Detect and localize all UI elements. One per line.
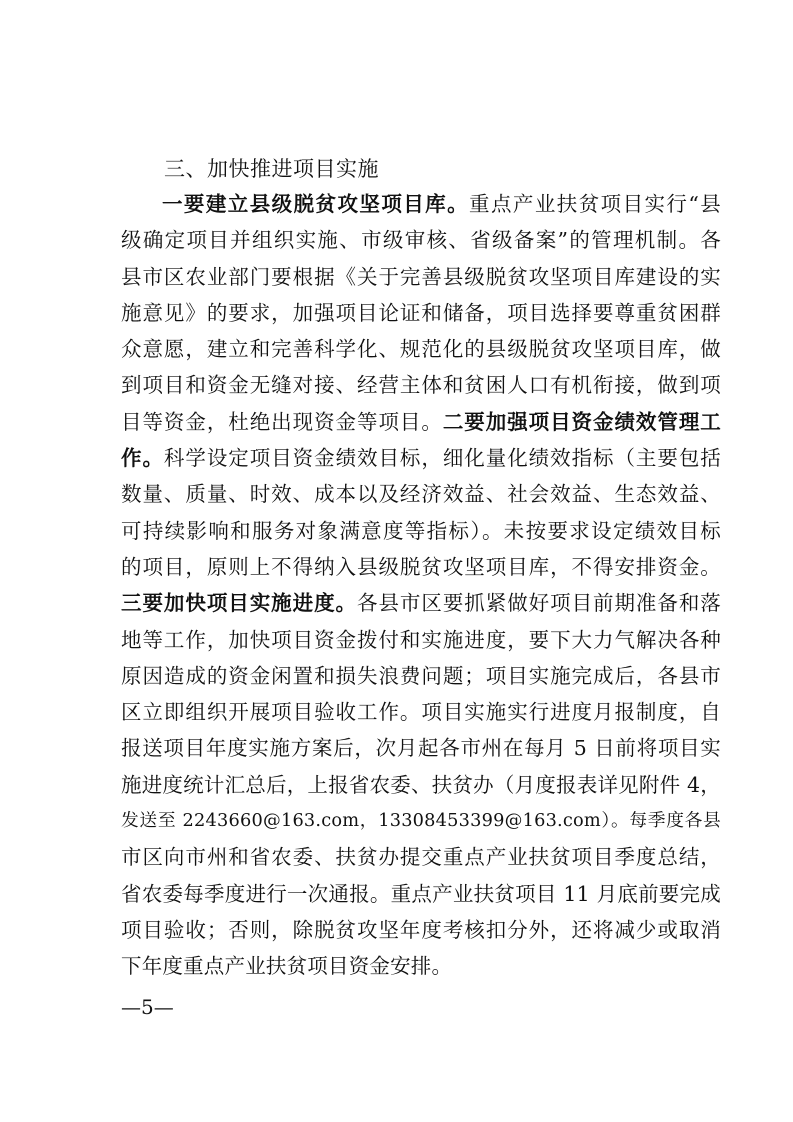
- text-line: [121, 476, 721, 512]
- text-line: [121, 404, 721, 440]
- line-text: 目等资金，杜绝出现资金等项目。: [121, 409, 443, 434]
- line-text: 各县市区要抓紧做好项目前期准备和落: [357, 591, 721, 616]
- text-line: [121, 658, 721, 694]
- line-text: 数量、质量、时效、成本以及经济效益、社会效益、生态效益、: [121, 482, 721, 507]
- bold-lead: 作。: [121, 446, 164, 471]
- section-heading: 三、加快推进项目实施: [164, 157, 379, 181]
- bold-lead: 三要加快项目实施进度。: [121, 591, 358, 616]
- text-line: [121, 186, 721, 222]
- text-line: [121, 295, 721, 331]
- text-line: [121, 549, 721, 585]
- text-line: [121, 767, 721, 803]
- body-paragraph: [121, 186, 721, 985]
- line-text: 县市区农业部门要根据《关于完善县级脱贫攻坚项目库建设的实: [121, 264, 721, 289]
- text-line: [121, 876, 721, 912]
- line-text: 发送至 2243660@163.com，13308453399@163.com）。每季度各县: [121, 811, 721, 832]
- line-text: 的项目，原则上不得纳入县级脱贫攻坚项目库，不得安排资金。: [121, 554, 721, 579]
- line-text: 区立即组织开展项目验收工作。项目实施实行进度月报制度，自: [121, 700, 721, 725]
- line-text: 施意见》的要求，加强项目论证和储备，项目选择要尊重贫困群: [121, 300, 721, 325]
- text-line: [121, 912, 721, 948]
- text-line: [121, 585, 721, 621]
- line-text: 施进度统计汇总后，上报省农委、扶贫办（月度报表详见附件 4，: [121, 772, 721, 797]
- text-line: [121, 440, 721, 476]
- line-text: 项目验收；否则，除脱贫攻坚年度考核扣分外，还将减少或取消: [121, 917, 721, 942]
- text-line: [121, 367, 721, 403]
- line-text: 下年度重点产业扶贫项目资金安排。: [121, 954, 453, 979]
- text-line: [121, 513, 721, 549]
- line-text: 可持续影响和服务对象满意度等指标）。未按要求设定绩效目标: [121, 518, 721, 543]
- text-line: [121, 730, 721, 766]
- text-line: [121, 259, 721, 295]
- text-line: [121, 839, 721, 875]
- text-line: [121, 948, 721, 984]
- line-text: 地等工作，加快项目资金拨付和实施进度，要下大力气解决各种: [121, 627, 721, 652]
- text-line: [121, 331, 721, 367]
- line-text: 到项目和资金无缝对接、经营主体和贫困人口有机衔接，做到项: [121, 373, 721, 398]
- line-text: 报送项目年度实施方案后，次月起各市州在每月 5 日前将项目实: [121, 736, 721, 761]
- bold-lead: 一要建立县级脱贫攻坚项目库。: [162, 192, 470, 216]
- text-line: [121, 694, 721, 730]
- bold-lead: 二要加强项目资金绩效管理工: [442, 409, 721, 434]
- line-text: 重点产业扶贫项目实行“县: [469, 192, 721, 216]
- line-text: 市区向市州和省农委、扶贫办提交重点产业扶贫项目季度总结，: [121, 845, 721, 870]
- line-text: 级确定项目并组织实施、市级审核、省级备案”的管理机制。各: [121, 228, 721, 253]
- line-text: 科学设定项目资金绩效目标，细化量化绩效指标（主要包括: [163, 446, 722, 471]
- text-line: [121, 803, 721, 839]
- line-text: 原因造成的资金闲置和损失浪费问题；项目实施完成后，各县市: [121, 663, 721, 688]
- line-text: 众意愿，建立和完善科学化、规范化的县级脱贫攻坚项目库，做: [121, 337, 721, 362]
- text-line: [121, 622, 721, 658]
- page-number: —5—: [121, 995, 174, 1019]
- line-text: 省农委每季度进行一次通报。重点产业扶贫项目 11 月底前要完成: [121, 881, 721, 906]
- text-line: [121, 222, 721, 258]
